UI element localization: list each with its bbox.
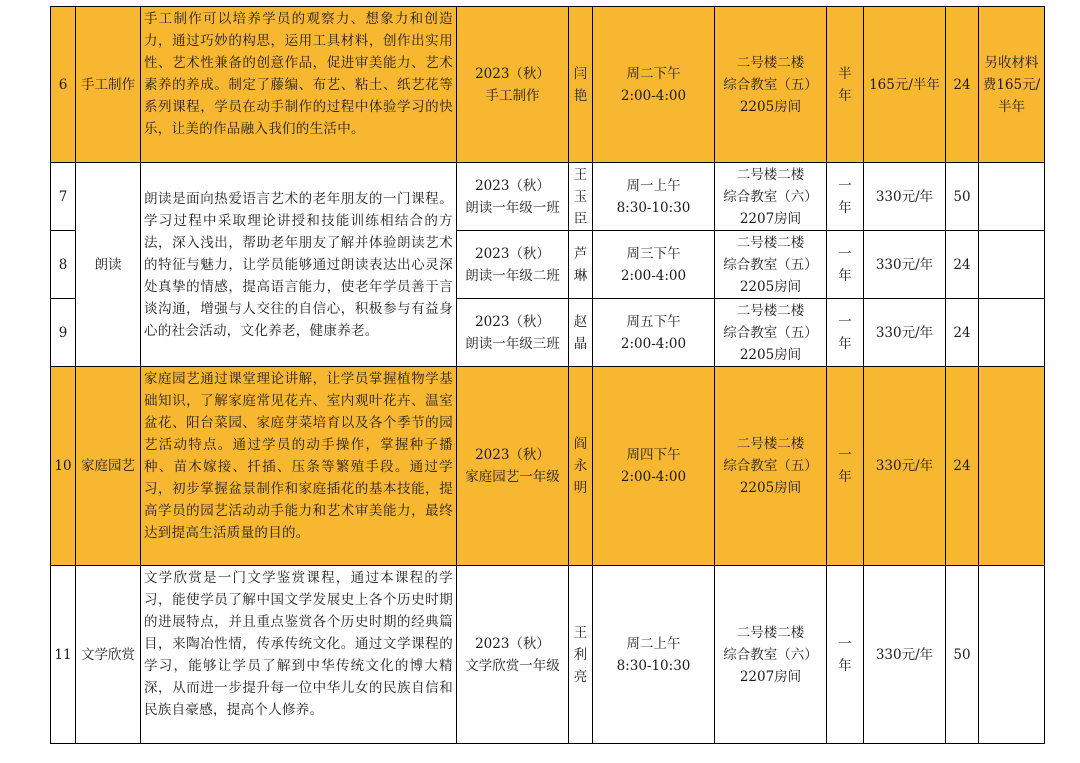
class-location: 二号楼二楼 综合教室（五） 2205房间 [715,299,827,367]
course-fee: 330元/年 [864,566,946,744]
course-description: 家庭园艺通过课堂理论讲解，让学员掌握植物学基础知识，了解家庭常见花卉、室内观叶花卉、温室盆花、阳台菜园、家庭芽菜培育以及各个季节的园艺活动特点。通过学员的动手操作，掌握种子播种、苗木嫁接、扦插、压条等繁殖手段。通过学习，初步掌握盆景制作和家庭插花的基本技能，提高学员的园艺活动动手能力和艺术审美能力，最终达到提高生活质量的目的。 [141,367,457,566]
table-row [51,163,1045,231]
course-term: 一年 [838,635,852,674]
course-category: 家庭园艺 [76,367,141,566]
class-capacity: 50 [946,163,979,231]
class-time: 周三下午 2:00-4:00 [593,231,715,299]
teacher-name: 闫艳 [573,65,588,104]
class-capacity: 50 [946,566,979,744]
course-name: 2023（秋） 家庭园艺一年级 [457,367,569,566]
course-name: 2023（秋） 朗读一年级三班 [457,299,569,367]
course-term: 一年 [838,245,852,284]
class-time: 周二下午 2:00-4:00 [593,7,715,163]
course-fee: 330元/年 [864,231,946,299]
row-number: 8 [51,231,76,299]
fee-note [979,299,1045,367]
class-location: 二号楼二楼 综合教室（六） 2207房间 [715,163,827,231]
row-number: 6 [51,7,76,163]
course-fee: 330元/年 [864,163,946,231]
row-number: 10 [51,367,76,566]
course-term: 半年 [838,65,852,104]
course-category: 手工制作 [76,7,141,163]
course-term: 一年 [838,313,852,352]
row-number: 11 [51,566,76,744]
course-fee: 330元/年 [864,299,946,367]
course-name: 2023（秋） 文学欣赏一年级 [457,566,569,744]
teacher-name: 芦琳 [573,245,588,284]
class-location: 二号楼二楼 综合教室（六） 2207房间 [715,566,827,744]
fee-note [979,231,1045,299]
teacher-name: 王玉臣 [573,166,588,227]
teacher-name: 赵晶 [573,313,588,352]
fee-note: 另收材料费165元/半年 [979,7,1045,163]
course-name: 2023（秋） 手工制作 [457,7,569,163]
class-location: 二号楼二楼 综合教室（五） 2205房间 [715,231,827,299]
class-location: 二号楼二楼 综合教室（五） 2205房间 [715,367,827,566]
course-description: 文学欣赏是一门文学鉴赏课程，通过本课程的学习，能使学员了解中国文学发展史上各个历史时期的进展特点，并且重点鉴赏各个历史时期的经典篇目，来陶冶性情，传承传统文化。通过文学课程的学习，能够让学员了解到中华传统文化的博大精深，从而进一步提升每一位中华儿女的民族自信和民族自豪感，提高个人修养。 [141,566,457,744]
course-description: 朗读是面向热爱语言艺术的老年朋友的一门课程。学习过程中采取理论讲授和技能训练相结合的方法，深入浅出，帮助老年朋友了解并体验朗读艺术的特征与魅力，让学员能够通过朗读表达出心灵深处真挚的情感，提高语言能力，使老年学员善于言谈沟通，增强与人交往的自信心，积极参与有益身心的社会活动，文化养老，健康养老。 [141,163,457,367]
class-capacity: 24 [946,299,979,367]
course-description: 手工制作可以培养学员的观察力、想象力和创造力，通过巧妙的构思，运用工具材料，创作出实用性、艺术性兼备的创意作品，促进审美能力、艺术素养的养成。制定了藤编、布艺、粘土、纸艺花等系列课程，学员在动手制作的过程中体验学习的快乐，让美的作品融入我们的生活中。 [141,7,457,163]
fee-note [979,566,1045,744]
class-capacity: 24 [946,7,979,163]
course-name: 2023（秋） 朗读一年级一班 [457,163,569,231]
fee-note [979,367,1045,566]
course-term: 一年 [838,177,852,216]
course-fee: 330元/年 [864,367,946,566]
teacher-name: 王利亮 [573,624,588,685]
row-number: 9 [51,299,76,367]
table-row [51,566,1045,744]
course-category: 朗读 [76,163,141,367]
table-row [51,7,1045,163]
fee-note [979,163,1045,231]
row-number: 7 [51,163,76,231]
class-time: 周一上午 8:30-10:30 [593,163,715,231]
teacher-name: 阎永明 [573,436,588,496]
course-name: 2023（秋） 朗读一年级二班 [457,231,569,299]
table-row [51,367,1045,566]
class-capacity: 24 [946,367,979,566]
course-category: 文学欣赏 [76,566,141,744]
course-table [50,6,1045,744]
class-time: 周二上午 8:30-10:30 [593,566,715,744]
class-time: 周五下午 2:00-4:00 [593,299,715,367]
course-term: 一年 [838,447,852,485]
class-time: 周四下午 2:00-4:00 [593,367,715,566]
class-location: 二号楼二楼 综合教室（五） 2205房间 [715,7,827,163]
class-capacity: 24 [946,231,979,299]
course-fee: 165元/半年 [864,7,946,163]
